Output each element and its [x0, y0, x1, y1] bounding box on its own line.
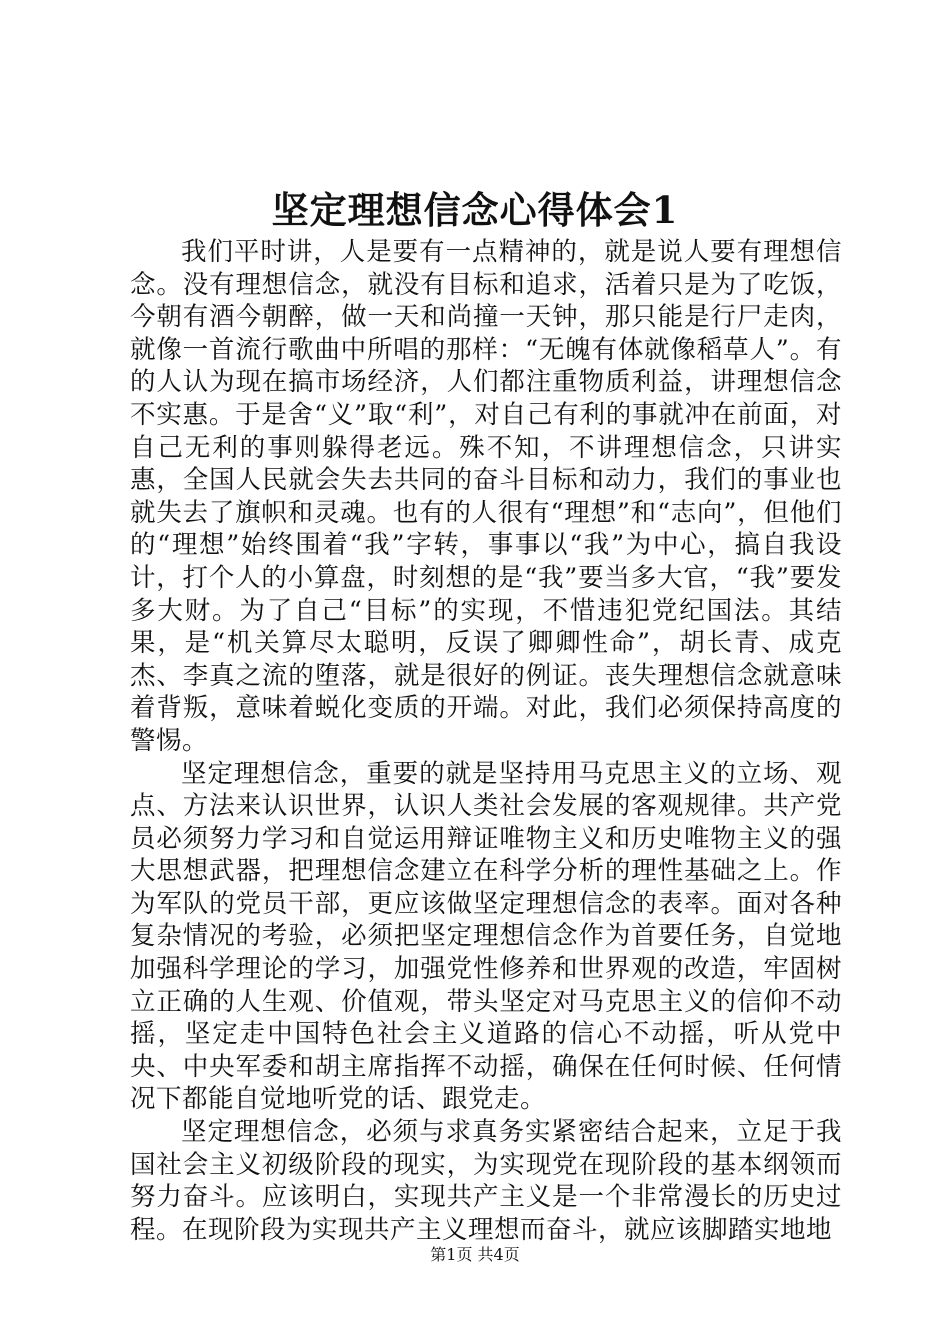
- paragraph-1: 我们平时讲，人是要有一点精神的，就是说人要有理想信念。没有理想信念，就没有目标和追求，活着只是为了吃饭，今朝有酒今朝醉，做一天和尚撞一天钟，那只能是行尸走肉，就像一首流行歌曲中所唱的那样：“无魄有体就像稻草人”。有的人认为现在搞市场经济，人们都注重物质利益，讲理想信念不实惠。于是舍“义”取“利”，对自己有利的事就冲在前面，对自己无利的事则躲得老远。殊不知，不讲理想信念，只讲实惠，全国人民就会失去共同的奋斗目标和动力，我们的事业也就失去了旗帜和灵魂。也有的人很有“理想”和“志向”，但他们的“理想”始终围着“我”字转，事事以“我”为中心，搞自我设计，打个人的小算盘，时刻想的是“我”要当多大官，“我”要发多大财。为了自己“目标”的实现，不惜违犯党纪国法。其结果，是“机关算尽太聪明，反误了卿卿性命”，胡长青、成克杰、李真之流的堕落，就是很好的例证。丧失理想信念就意味着背叛，意味着蜕化变质的开端。对此，我们必须保持高度的警惕。: [130, 237, 842, 756]
- document-title: 坚定理想信念心得体会1: [271, 188, 679, 232]
- page-number-footer: 第1页 共4页: [430, 1245, 520, 1264]
- document-body: [130, 236, 842, 1246]
- paragraph-2: 坚定理想信念，重要的就是坚持用马克思主义的立场、观点、方法来认识世界，认识人类社会发展的客观规律。共产党员必须努力学习和自觉运用辩证唯物主义和历史唯物主义的强大思想武器，把理想信念建立在科学分析的理性基础之上。作为军队的党员干部，更应该做坚定理想信念的表率。面对各种复杂情况的考验，必须把坚定理想信念作为首要任务，自觉地加强科学理论的学习，加强党性修养和世界观的改造，牢固树立正确的人生观、价值观，带头坚定对马克思主义的信仰不动摇，坚定走中国特色社会主义道路的信心不动摇，听从党中央、中央军委和胡主席指挥不动摇，确保在任何时候、任何情况下都能自觉地听党的话、跟党走。: [130, 758, 842, 1115]
- paragraph-3: 坚定理想信念，必须与求真务实紧密结合起来，立足于我国社会主义初级阶段的现实，为实现党在现阶段的基本纲领而努力奋斗。应该明白，实现共产主义是一个非常漫长的历史过程。在现阶段为实现共产主义理想而奋斗，就应该脚踏实地地: [130, 1117, 842, 1245]
